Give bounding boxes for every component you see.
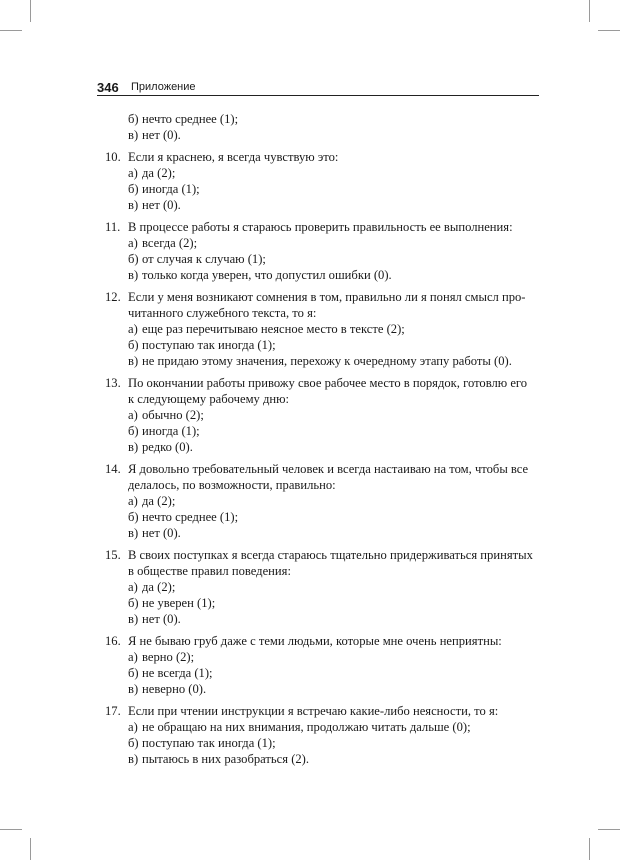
answer-option <box>105 321 541 337</box>
crop-mark-top-right-h <box>598 30 620 31</box>
answer-option <box>105 337 541 353</box>
option-letter: б) <box>128 252 139 266</box>
answer-option <box>105 251 541 267</box>
option-letter: а) <box>128 408 138 422</box>
option-text: от случая к случаю (1); <box>142 252 266 266</box>
question-item <box>105 461 541 541</box>
page-number: 346 <box>97 80 119 95</box>
option-letter: а) <box>128 494 138 508</box>
answer-option <box>105 579 541 595</box>
option-letter: а) <box>128 166 138 180</box>
option-text: да (2); <box>142 166 176 180</box>
answer-option <box>105 611 541 627</box>
crop-mark-bottom-left <box>30 838 31 860</box>
option-letter: б) <box>128 112 139 126</box>
answer-option <box>105 665 541 681</box>
option-text: не всегда (1); <box>142 666 213 680</box>
option-text: нечто среднее (1); <box>142 112 239 126</box>
question-number: 16. <box>105 634 121 648</box>
answer-option <box>105 197 541 213</box>
crop-mark-top-left <box>30 0 31 22</box>
question-item <box>105 289 541 369</box>
answer-option <box>105 127 541 143</box>
option-text: не обращаю на них внимания, продолжаю читать дальше (0); <box>142 720 471 734</box>
option-text: нет (0). <box>142 128 181 142</box>
option-text: неверно (0). <box>142 682 207 696</box>
answer-option <box>105 525 541 541</box>
answer-option <box>105 165 541 181</box>
question-number: 11. <box>105 220 121 234</box>
option-letter: в) <box>128 128 139 142</box>
option-letter: б) <box>128 510 139 524</box>
crop-mark-top-right <box>589 0 590 22</box>
option-letter: а) <box>128 322 138 336</box>
question-text: к следующему рабочему дню: <box>128 392 290 406</box>
option-letter: в) <box>128 752 139 766</box>
crop-mark-bottom-right <box>589 838 590 860</box>
answer-option <box>105 353 541 369</box>
answer-option <box>105 509 541 525</box>
option-letter: в) <box>128 526 139 540</box>
running-head: Приложение <box>131 81 196 93</box>
answer-option <box>105 735 541 751</box>
page-header <box>97 80 539 96</box>
answer-option <box>105 493 541 509</box>
answer-option <box>105 439 541 455</box>
question-item <box>105 149 541 213</box>
question-indent <box>105 305 128 321</box>
option-text: нечто среднее (1); <box>142 510 239 524</box>
answer-option <box>105 649 541 665</box>
option-text: только когда уверен, что допустил ошибки (0). <box>142 268 392 282</box>
option-text: пытаюсь в них разобраться (2). <box>142 752 310 766</box>
option-letter: в) <box>128 268 139 282</box>
option-letter: б) <box>128 666 139 680</box>
option-text: нет (0). <box>142 198 181 212</box>
answer-option <box>105 407 541 423</box>
option-letter: б) <box>128 182 139 196</box>
question-text: читанного служебного текста, то я: <box>128 306 317 320</box>
option-letter: б) <box>128 424 139 438</box>
answer-option <box>105 235 541 251</box>
crop-mark-top-left-h <box>0 30 22 31</box>
answer-option <box>105 181 541 197</box>
option-text: да (2); <box>142 494 176 508</box>
question-indent <box>105 563 128 579</box>
answer-option <box>105 111 541 127</box>
option-letter: б) <box>128 596 139 610</box>
question-number: 13. <box>105 376 121 390</box>
option-text: еще раз перечитываю неясное место в тексте (2); <box>142 322 405 336</box>
option-text: иногда (1); <box>142 182 200 196</box>
option-text: нет (0). <box>142 526 181 540</box>
option-text: поступаю так иногда (1); <box>142 736 276 750</box>
question-number: 10. <box>105 150 121 164</box>
option-letter: а) <box>128 580 138 594</box>
crop-mark-bottom-right-h <box>598 829 620 830</box>
answer-option <box>105 751 541 767</box>
question-text: Если у меня возникают сомнения в том, правильно ли я понял смысл про- <box>128 290 526 304</box>
option-letter: в) <box>128 440 139 454</box>
question-number: 12. <box>105 290 121 304</box>
answer-option <box>105 681 541 697</box>
question-text: Я довольно требовательный человек и всегда настаиваю на том, чтобы все <box>128 462 529 476</box>
option-letter: в) <box>128 612 139 626</box>
option-letter: б) <box>128 338 139 352</box>
option-letter: а) <box>128 236 138 250</box>
option-letter: а) <box>128 650 138 664</box>
question-item <box>105 375 541 455</box>
option-text: обычно (2); <box>142 408 204 422</box>
option-text: редко (0). <box>142 440 193 454</box>
question-text: По окончании работы привожу свое рабочее место в порядок, готовлю его <box>128 376 528 390</box>
option-letter: а) <box>128 720 138 734</box>
question-text: Если я краснею, я всегда чувствую это: <box>128 150 339 164</box>
question-text: В своих поступках я всегда стараюсь тщательно придерживаться принятых <box>128 548 533 562</box>
question-number: 17. <box>105 704 121 718</box>
option-text: нет (0). <box>142 612 181 626</box>
question-text: Если при чтении инструкции я встречаю какие-либо неясности, то я: <box>128 704 499 718</box>
answer-option <box>105 719 541 735</box>
continued-options <box>105 111 541 143</box>
question-indent <box>105 391 128 407</box>
answer-option <box>105 423 541 439</box>
question-text: в обществе правил поведения: <box>128 564 291 578</box>
question-indent <box>105 477 128 493</box>
question-text: Я не бываю груб даже с теми людьми, которые мне очень неприятны: <box>128 634 502 648</box>
option-text: не придаю этому значения, перехожу к очередному этапу работы (0). <box>142 354 512 368</box>
option-text: верно (2); <box>142 650 195 664</box>
question-item <box>105 219 541 283</box>
question-item <box>105 633 541 697</box>
option-text: да (2); <box>142 580 176 594</box>
option-text: не уверен (1); <box>142 596 216 610</box>
answer-option <box>105 267 541 283</box>
answer-option <box>105 595 541 611</box>
question-text: делалось, по возможности, правильно: <box>128 478 336 492</box>
option-letter: в) <box>128 682 139 696</box>
option-text: всегда (2); <box>142 236 198 250</box>
option-text: иногда (1); <box>142 424 200 438</box>
option-letter: б) <box>128 736 139 750</box>
option-letter: в) <box>128 354 139 368</box>
question-number: 15. <box>105 548 121 562</box>
question-number: 14. <box>105 462 121 476</box>
option-text: поступаю так иногда (1); <box>142 338 276 352</box>
crop-mark-bottom-left-h <box>0 829 22 830</box>
question-text: В процессе работы я стараюсь проверить правильность ее выполнения: <box>128 220 513 234</box>
question-item <box>105 547 541 627</box>
option-letter: в) <box>128 198 139 212</box>
question-item <box>105 703 541 767</box>
questionnaire-content <box>105 111 541 767</box>
